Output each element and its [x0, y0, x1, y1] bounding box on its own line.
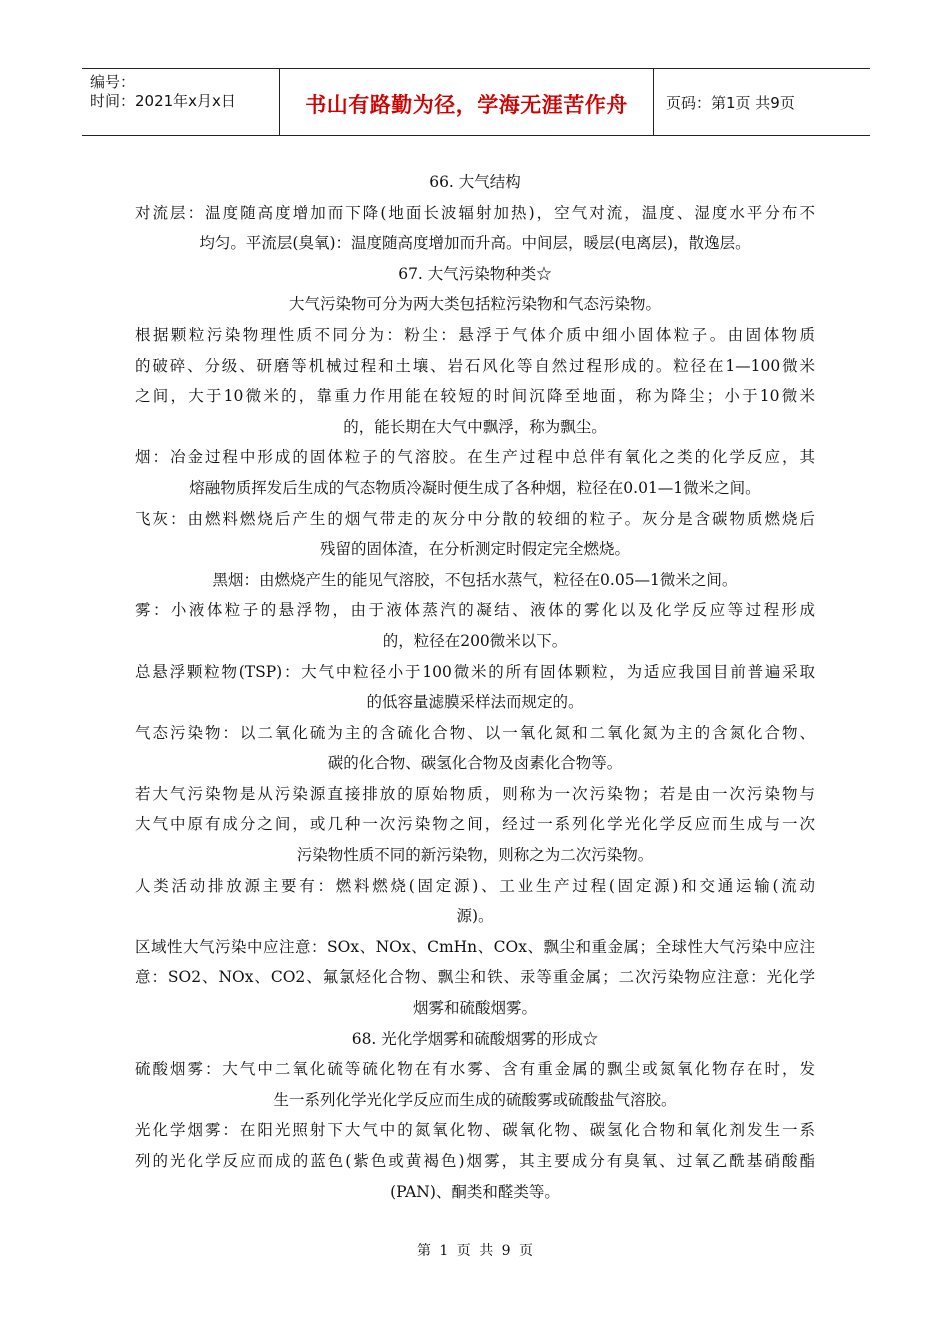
document-header — [82, 68, 870, 136]
text-line: 硫酸烟雾：大气中二氧化硫等硫化物在有水雾、含有重金属的飘尘或氮氧化物存在时，发 — [135, 1060, 815, 1079]
number-label: 编号： — [90, 73, 136, 91]
text-line: 烟：冶金过程中形成的固体粒子的气溶胶。在生产过程中总伴有氧化之类的化学反应，其 — [135, 448, 815, 467]
text-line: 雾：小液体粒子的悬浮物，由于液体蒸汽的凝结、液体的雾化以及化学反应等过程形成 — [135, 601, 815, 620]
header-meta-cell — [82, 69, 280, 135]
text-line: 残留的固体渣，在分析测定时假定完全燃烧。 — [319, 540, 630, 559]
text-line: 大气污染物可分为两大类包括粒污染物和气态污染物。 — [288, 295, 661, 314]
page-footer: 第 1 页 共 9 页 — [416, 1243, 534, 1259]
text-line: 意：SO2、NOx、CO2、氟氯烃化合物、飘尘和铁、汞等重金属；二次污染物应注意：光化学 — [135, 968, 815, 987]
time-label: 时间：2021年x月x日 — [90, 92, 236, 110]
text-line: 区域性大气污染中应注意：SOx、NOx、CmHn、COx、飘尘和重金属；全球性大气污染中应注 — [135, 937, 815, 956]
text-line: 列的光化学反应而成的蓝色(紫色或黄褐色)烟雾，其主要成分有臭氧、过氧乙酰基硝酸酯 — [135, 1152, 815, 1170]
page-info: 页码：第1页 共9页 — [666, 93, 795, 112]
header-motto-cell — [280, 69, 654, 135]
text-line: 的低容量滤膜采样法而规定的。 — [366, 693, 584, 712]
text-line: 66. 大气结构 — [429, 173, 521, 191]
text-line: 碳的化合物、碳氢化合物及卤素化合物等。 — [327, 754, 623, 773]
document-body — [135, 167, 815, 1207]
text-line: 污染物性质不同的新污染物，则称之为二次污染物。 — [296, 846, 654, 865]
text-line: 源)。 — [456, 907, 494, 926]
header-page-cell — [654, 69, 870, 135]
text-line: 总悬浮颗粒物(TSP)：大气中粒径小于100微米的所有固体颗粒，为适应我国目前普遍采取 — [135, 662, 815, 681]
motto-text: 书山有路勤为径，学海无涯苦作舟 — [305, 93, 628, 117]
text-line: 大气中原有成分之间，或几种一次污染物之间，经过一系列化学光化学反应而生成与一次 — [135, 815, 815, 834]
text-line: 的，粒径在200微米以下。 — [382, 631, 568, 650]
text-line: 68. 光化学烟雾和硫酸烟雾的形成☆ — [351, 1029, 599, 1048]
text-line: 光化学烟雾：在阳光照射下大气中的氮氧化物、碳氧化物、碳氢化合物和氧化剂发生一系 — [135, 1121, 815, 1140]
text-line: 的破碎、分级、研磨等机械过程和土壤、岩石风化等自然过程形成的。粒径在1—100微米 — [135, 356, 815, 375]
text-line: 若大气污染物是从污染源直接排放的原始物质，则称为一次污染物；若是由一次污染物与 — [135, 784, 815, 803]
text-line: 67. 大气污染物种类☆ — [398, 264, 552, 283]
text-line: 对流层：温度随高度增加而下降(地面长波辐射加热)，空气对流，温度、湿度水平分布不 — [135, 203, 815, 222]
text-line: 均匀。平流层(臭氧)：温度随高度增加而升高。中间层，暖层(电离层)，散逸层。 — [199, 234, 751, 253]
text-line: 飞灰：由燃料燃烧后产生的烟气带走的灰分中分散的较细的粒子。灰分是含碳物质燃烧后 — [135, 509, 815, 528]
text-line: 的，能长期在大气中飘浮，称为飘尘。 — [343, 417, 607, 436]
text-line: 熔融物质挥发后生成的气态物质冷凝时便生成了各种烟，粒径在0.01—1微米之间。 — [189, 478, 761, 497]
text-line: 生一系列化学光化学反应而生成的硫酸雾或硫酸盐气溶胶。 — [273, 1090, 677, 1109]
text-line: 黑烟：由燃烧产生的能见气溶胶，不包括水蒸气，粒径在0.05—1微米之间。 — [212, 570, 738, 589]
text-line: (PAN)、酮类和醛类等。 — [390, 1182, 560, 1201]
text-line: 气态污染物：以二氧化硫为主的含硫化合物、以一氧化氮和二氧化氮为主的含氮化合物、 — [135, 723, 815, 742]
text-line: 人类活动排放源主要有：燃料燃烧(固定源)、工业生产过程(固定源)和交通运输(流动 — [135, 876, 815, 895]
text-line: 之间，大于10微米的，靠重力作用能在较短的时间沉降至地面，称为降尘；小于10微米 — [135, 387, 815, 406]
text-line: 烟雾和硫酸烟雾。 — [412, 999, 537, 1018]
text-line: 根据颗粒污染物理性质不同分为：粉尘：悬浮于气体介质中细小固体粒子。由固体物质 — [135, 325, 815, 344]
